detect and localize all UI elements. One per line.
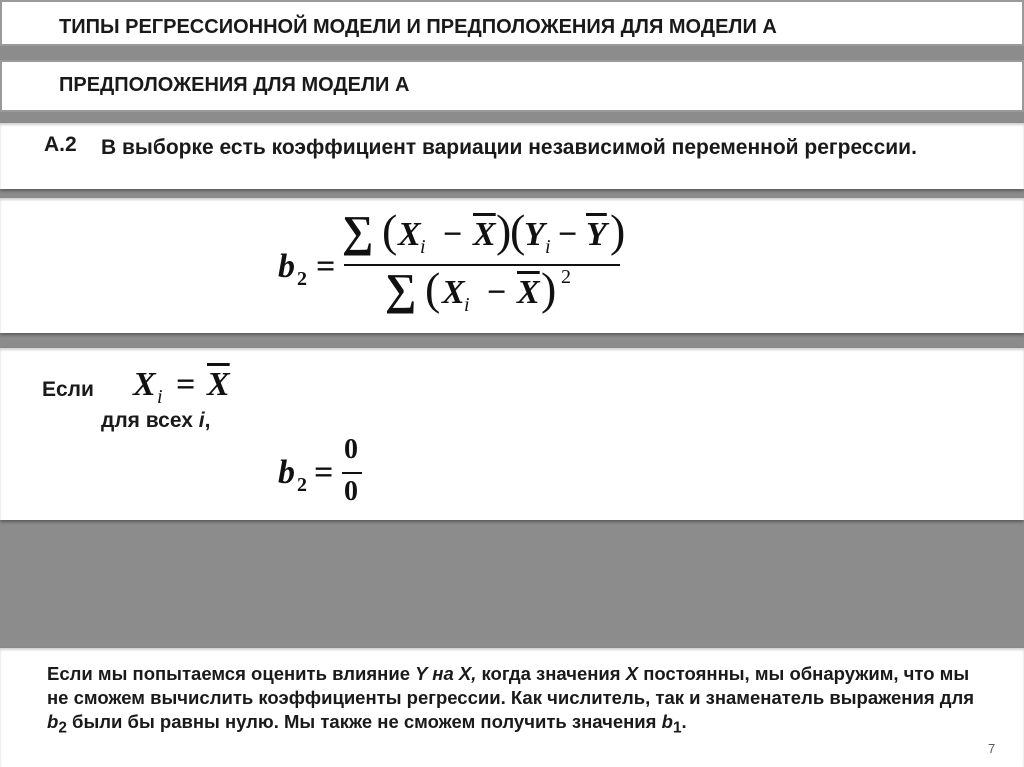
forall-var: i — [198, 409, 205, 432]
note-part: b — [661, 711, 673, 732]
den-minus: − — [487, 274, 507, 311]
den-x: X — [442, 274, 465, 311]
den-square: 2 — [561, 266, 571, 288]
num-open-paren-2: ( — [510, 205, 526, 256]
denominator-sum-icon: ∑ — [385, 265, 417, 314]
zero-fraction-bar — [342, 472, 362, 474]
note-text — [47, 662, 987, 741]
num-ybar: $\overline{Y}$ — [586, 216, 607, 253]
formula-equals: = — [316, 248, 336, 285]
den-xbar: $\overline{X}$ — [517, 274, 540, 311]
cond-x: X — [133, 366, 156, 403]
zero-denominator: 0 — [344, 476, 358, 507]
note-part: X — [625, 663, 639, 684]
num-x-sub: i — [420, 236, 426, 258]
cond-x-sub: i — [157, 386, 163, 408]
num-y-sub: i — [545, 236, 551, 258]
num-minus-2: − — [558, 216, 578, 253]
note-part: когда значения — [476, 663, 626, 684]
formula-band — [0, 198, 1024, 333]
cond-equals: = — [176, 366, 196, 403]
assumption-text: В выборке есть коэффициент вариации независимой переменной регрессии. — [101, 136, 917, 159]
num-xbar: $\overline{X}$ — [473, 216, 496, 253]
note-part: 2 — [58, 719, 67, 737]
num-open-paren-1: ( — [382, 205, 398, 256]
subtitle-band — [0, 60, 1024, 112]
note-part: 1 — [672, 719, 682, 737]
note-part: постоянны, мы обнаружим, что мы не сможем вычислить коэффициенты регрессии. Как числитель, так и знаменатель выражения для — [47, 663, 975, 708]
slide-subtitle: ПРЕДПОЛОЖЕНИЯ ДЛЯ МОДЕЛИ А — [59, 74, 410, 96]
condition-band — [0, 348, 1024, 520]
num-close-paren-1: ) — [496, 205, 512, 256]
formula-lhs: b — [278, 248, 295, 285]
num-close-paren-2: ) — [610, 205, 626, 256]
title-band — [0, 0, 1024, 46]
num-minus-1: − — [443, 216, 463, 253]
if-label: Если — [42, 378, 94, 401]
forall-prefix: для всех — [101, 409, 199, 432]
note-part: b — [47, 711, 59, 732]
zero-equals: = — [314, 454, 334, 491]
den-close-paren: ) — [541, 263, 557, 314]
forall-suffix: , — [204, 409, 211, 432]
cond-xbar: $\overline{X}$ — [207, 366, 230, 403]
note-part: были бы равны нулю. Мы также не сможем получить значения — [66, 711, 662, 732]
num-y: Y — [524, 216, 545, 253]
num-x: X — [398, 216, 421, 253]
note-part: . — [681, 711, 687, 732]
zero-numerator: 0 — [344, 434, 358, 465]
assumption-label: А.2 — [44, 133, 77, 156]
den-x-sub: i — [464, 294, 470, 316]
zero-lhs-sub: 2 — [297, 474, 307, 496]
slide-title: ТИПЫ РЕГРЕССИОННОЙ МОДЕЛИ И ПРЕДПОЛОЖЕНИЯ ДЛЯ МОДЕЛИ А — [59, 16, 777, 38]
den-open-paren: ( — [425, 263, 441, 314]
page-number: 7 — [988, 741, 996, 756]
formula-lhs-sub: 2 — [297, 268, 307, 290]
note-part: Y на X, — [415, 663, 477, 684]
forall-text — [101, 409, 210, 433]
numerator-sum-icon: ∑ — [342, 207, 374, 256]
note-part: Если мы попытаемся оценить влияние — [47, 663, 416, 684]
zero-lhs: b — [278, 454, 295, 491]
